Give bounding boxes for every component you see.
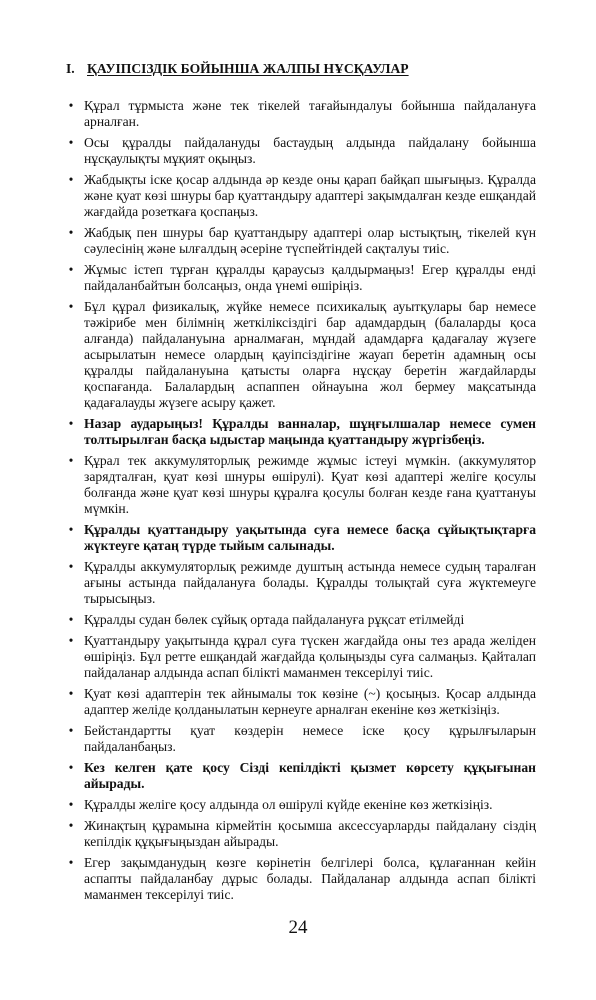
document-page <box>58 60 536 908</box>
list-item-warning <box>58 760 536 792</box>
bullet-icon: • <box>68 262 74 277</box>
list-item <box>58 818 536 850</box>
bullet-icon: • <box>68 453 74 468</box>
bullet-icon: • <box>68 299 74 314</box>
list-item-warning <box>58 522 536 554</box>
section-heading <box>66 60 536 78</box>
section-number: I. <box>66 61 75 76</box>
list-item-text: Жабдықты іске қосар алдында әр кезде оны қарап байқап шығыңыз. Құралда және қуат көзі шнуры бар қуаттандыру адаптері зақымдалған кезде ешқандай жағдайда розеткаға қоспаңыз. <box>84 172 536 219</box>
bullet-icon: • <box>68 760 74 775</box>
list-item <box>58 612 536 628</box>
list-item-text: Жинақтың құрамына кірмейтін қосымша аксессуарларды пайдалану сіздің кепілдік құқығыңыздан айырады. <box>84 818 536 849</box>
bullet-icon: • <box>68 686 74 701</box>
list-item-text: Құралды қуаттандыру уақытында суға немесе басқа сұйықтықтарға жүктеуге қатаң түрде тыйым салынады. <box>84 522 536 553</box>
section-title: ҚАУІПСІЗДІК БОЙЫНША ЖАЛПЫ НҰСҚАУЛАР <box>87 61 409 76</box>
bullet-icon: • <box>68 855 74 870</box>
page-number: 24 <box>288 917 308 938</box>
bullet-icon: • <box>68 225 74 240</box>
list-item <box>58 686 536 718</box>
list-item-text: Бейстандартты қуат көздерін немесе іске қосу құрылғыларын пайдаланбаңыз. <box>84 723 536 754</box>
list-item <box>58 299 536 411</box>
list-item-text: Бұл құрал физикалық, жүйке немесе психикалық ауытқулары бар немесе тәжірибе мен білімнің жеткіліксіздігі бар адамдардың (балаларды қоса алғанда) пайдалануына арналмаған, мұндай адамдарға қадағалау жүзеге асырылатын немесе олардың қауіпсіздігіне жауап беретін адамның осы құралды пайдалануына қатысты оларға нұсқау беретін жағдайларды қоспағанда. Балалардың аспаппен ойнауына жол бермеу мақсатында қадағалауды жүзеге асыру қажет. <box>84 299 536 410</box>
bullet-icon: • <box>68 633 74 648</box>
list-item-text: Жабдық пен шнуры бар қуаттандыру адаптері олар ыстықтың, тікелей күн сәулесінің және ылғалдың әсеріне түспейтіндей сақталуы тиіс. <box>84 225 536 256</box>
list-item-warning <box>58 416 536 448</box>
list-item-text: Егер зақымданудың көзге көрінетін белгілері болса, құлағаннан кейін аспапты пайдаланбау дұрыс болады. Пайдаланар алдында аспап білікті маманмен тексерілуі тиіс. <box>84 855 536 902</box>
list-item-text: Кез келген қате қосу Сізді кепілдікті қызмет көрсету құқығынан айырады. <box>84 760 536 791</box>
bullet-icon: • <box>68 559 74 574</box>
bullet-icon: • <box>68 818 74 833</box>
list-item-text: Қуаттандыру уақытында құрал суға түскен жағдайда оны тез арада желіден өшіріңіз. Бұл ретте ешқандай жағдайда қолыңызды суға салмаңыз. Қайталап пайдаланар алдында аспап білікті маманмен тексерілуі тиіс. <box>84 633 536 680</box>
list-item-text: Құралды желіге қосу алдында ол өшірулі күйде екеніне көз жеткізіңіз. <box>84 797 493 812</box>
list-item <box>58 855 536 903</box>
list-item <box>58 172 536 220</box>
list-item <box>58 225 536 257</box>
list-item <box>58 723 536 755</box>
bullet-icon: • <box>68 416 74 431</box>
list-item <box>58 98 536 130</box>
list-item-text: Құралды судан бөлек сұйық ортада пайдалануға рұқсат етілмейді <box>84 612 465 627</box>
bullet-icon: • <box>68 797 74 812</box>
list-item <box>58 135 536 167</box>
list-item <box>58 797 536 813</box>
bullet-icon: • <box>68 135 74 150</box>
bullet-icon: • <box>68 612 74 627</box>
safety-instructions-list <box>58 98 536 903</box>
bullet-icon: • <box>68 522 74 537</box>
bullet-icon: • <box>68 172 74 187</box>
list-item <box>58 262 536 294</box>
list-item-text: Назар аударыңыз! Құралды ванналар, шұңғылшалар немесе сумен толтырылған басқа ыдыстар маңында қуаттандыру жүргізбеңіз. <box>84 416 536 447</box>
list-item <box>58 453 536 517</box>
list-item-text: Жұмыс істеп тұрған құралды қараусыз қалдырмаңыз! Егер құралды енді пайдаланбайтын болсаңыз, онда үнемі өшіріңіз. <box>84 262 536 293</box>
list-item-text: Құралды аккумуляторлық режимде душтың астында немесе судың таралған ағыны астында пайдалануға болады. Құралды толықтай суға жүктемеуге тырысыңыз. <box>84 559 536 606</box>
list-item-text: Құрал тұрмыста және тек тікелей тағайындалуы бойынша пайдалануға арналған. <box>84 98 536 129</box>
list-item-text: Осы құралды пайдалануды бастаудың алдында пайдалану бойынша нұсқаулықты мұқият оқыңыз. <box>84 135 536 166</box>
list-item-text: Құрал тек аккумуляторлық режимде жұмыс істеуі мүмкін. (аккумулятор зарядталған, қуат көзі шнуры өшірулі). Қуат көзі адаптері желіге қосулы болғанда және қуат көзі шнуры құралға қосулы болған кезде ғана қуаттануы мүмкін. <box>84 453 536 516</box>
list-item <box>58 559 536 607</box>
bullet-icon: • <box>68 98 74 113</box>
list-item-text: Қуат көзі адаптерін тек айнымалы ток көзіне (~) қосыңыз. Қосар алдында адаптер желіде қолданылатын кернеуге арналған екеніне көз жеткізіңіз. <box>84 686 536 717</box>
list-item <box>58 633 536 681</box>
bullet-icon: • <box>68 723 74 738</box>
